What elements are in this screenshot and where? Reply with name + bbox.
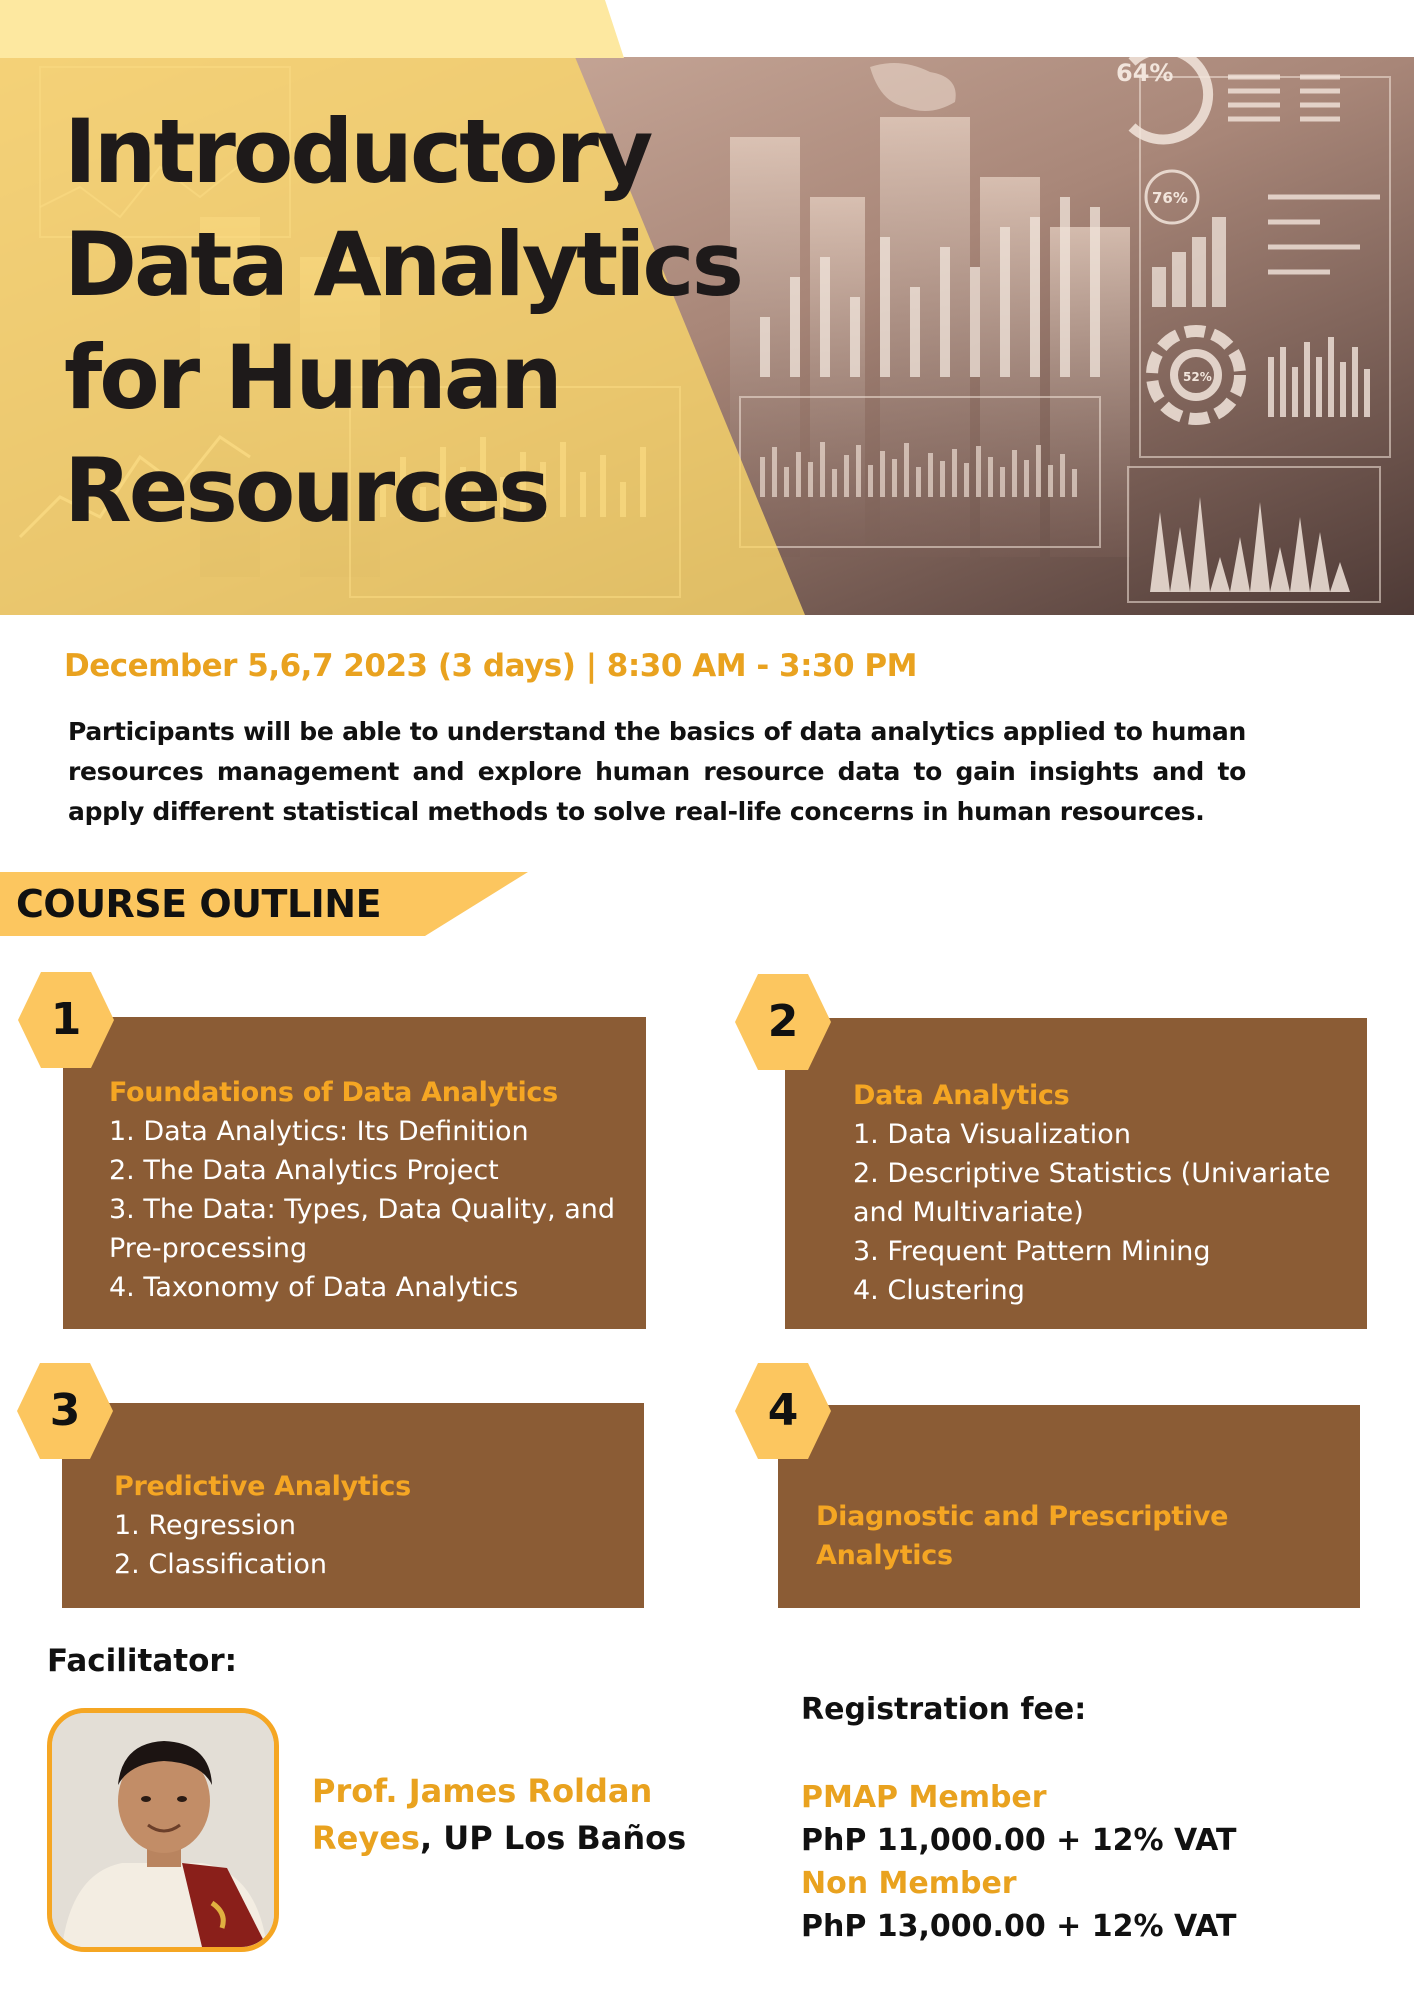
registration-tier-price: PhP 13,000.00 + 12% VAT [801, 1909, 1237, 1944]
module-1-item: 4. Taxonomy of Data Analytics [109, 1272, 519, 1303]
module-1-item: 2. The Data Analytics Project [109, 1155, 499, 1186]
registration-tier-name: PMAP Member [801, 1780, 1047, 1815]
module-4-heading: Diagnostic and Prescriptive Analytics [816, 1501, 1229, 1571]
course-outline-banner [0, 872, 528, 936]
facilitator-full-name: Prof. James Roldan Reyes [312, 1772, 653, 1857]
module-2-item: 2. Descriptive Statistics (Univariate and Multivariate) [853, 1158, 1331, 1228]
facilitator-name [312, 1768, 732, 1862]
module-2-item: 1. Data Visualization [853, 1119, 1131, 1150]
module-card-4 [778, 1405, 1360, 1608]
registration-label: Registration fee: [801, 1692, 1087, 1727]
module-3-item: 1. Regression [114, 1510, 297, 1541]
module-number-badge-4 [734, 1361, 832, 1461]
module-number: 2 [767, 996, 799, 1047]
hero-banner [0, 0, 1414, 615]
facilitator-label: Facilitator: [47, 1643, 238, 1679]
gauge-76-label: 76% [1152, 189, 1188, 207]
module-card-2 [785, 1018, 1367, 1329]
gauge-52-label: 52% [1183, 370, 1212, 384]
facilitator-separator: , [419, 1819, 433, 1857]
module-2-item: 4. Clustering [853, 1275, 1025, 1306]
registration-tier-name: Non Member [801, 1866, 1017, 1901]
hero-top-accent [0, 0, 1414, 60]
event-date-time: December 5,6,7 2023 (3 days) | 8:30 AM - 3:30 PM [64, 648, 917, 684]
registration-section [801, 1690, 1361, 1948]
module-1-item: 1. Data Analytics: Its Definition [109, 1116, 529, 1147]
module-number: 3 [49, 1385, 81, 1436]
gauge-64-label: 64% [1116, 59, 1174, 87]
module-1-item: 3. The Data: Types, Data Quality, and Pre-processing [109, 1194, 616, 1264]
page-title: Introductory Data Analytics for Human Resources [64, 100, 741, 542]
course-description: Participants will be able to understand the basics of data analytics applied to human resources management and explore human resource data to gain insights and to apply different statistical methods to solve real-life concerns in human resources. [68, 717, 1246, 826]
module-number: 1 [50, 994, 82, 1045]
course-outline-title: COURSE OUTLINE [16, 882, 382, 926]
facilitator-affiliation: UP Los Baños [432, 1819, 687, 1857]
facilitator-portrait-image [52, 1713, 274, 1947]
module-number-badge-3 [16, 1361, 114, 1461]
module-card-1 [63, 1017, 646, 1329]
module-card-3 [62, 1403, 644, 1608]
module-number-badge-2 [734, 972, 832, 1072]
module-2-heading: Data Analytics [853, 1080, 1070, 1111]
module-2-item: 3. Frequent Pattern Mining [853, 1236, 1211, 1267]
module-1-heading: Foundations of Data Analytics [109, 1077, 558, 1108]
module-number-badge-1 [17, 970, 115, 1070]
module-3-heading: Predictive Analytics [114, 1471, 411, 1502]
facilitator-photo [47, 1708, 279, 1952]
module-number: 4 [767, 1385, 799, 1436]
registration-tier-price: PhP 11,000.00 + 12% VAT [801, 1823, 1237, 1858]
module-3-item: 2. Classification [114, 1549, 327, 1580]
